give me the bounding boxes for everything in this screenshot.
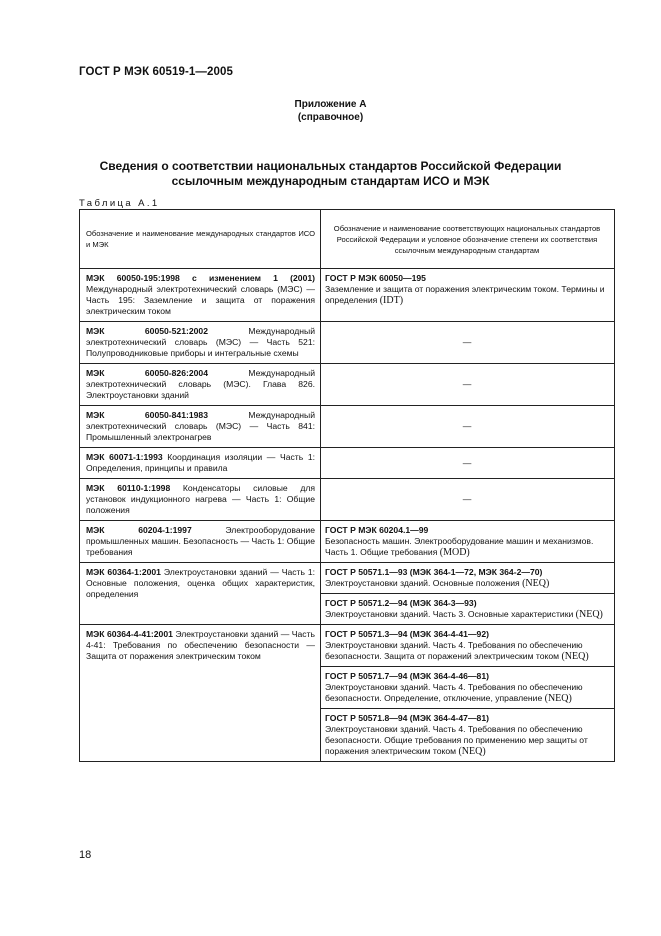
- degree-of-correspondence: (MOD): [439, 547, 470, 558]
- national-standard-code: ГОСТ Р МЭК 60204.1—99: [325, 525, 429, 535]
- no-national-standard: —: [321, 322, 615, 364]
- national-standard-code: ГОСТ Р 50571.7—94 (МЭК 364-4-46—81): [325, 671, 489, 681]
- table-header-row: [80, 210, 615, 269]
- national-standard-cell: [321, 594, 615, 625]
- national-standard-title: Безопасность машин. Электрооборудование машин и механизмов. Часть 1. Общие требования: [325, 536, 594, 557]
- intl-standard-code: МЭК 60050-841:1983: [86, 410, 208, 420]
- intl-standard-title: Международный электротехнический словарь (МЭС) — Часть 195: Заземление и защита от поражения электрическим током: [86, 284, 315, 316]
- national-standard-cell: [321, 521, 615, 563]
- intl-standard-code: МЭК 60050-826:2004: [86, 368, 208, 378]
- national-standard-cell: [321, 667, 615, 709]
- national-standard-title: Электроустановки зданий. Часть 4. Требования по обеспечению безопасности. Защита от поражений электрическим током: [325, 640, 583, 661]
- intl-standard-code: МЭК 60204-1:1997: [86, 525, 192, 535]
- intl-standard-code: МЭК 60364-4-41:2001: [86, 629, 173, 639]
- national-standard-title: Заземление и защита от поражения электрическим током. Термины и определения: [325, 284, 605, 305]
- intl-standard-title: Международный электротехнический словарь (МЭС) — Часть 841: Промышленный электронагрев: [86, 410, 315, 442]
- intl-standard-cell: [80, 625, 321, 762]
- national-standard-cell: [321, 563, 615, 594]
- intl-standard-code: МЭК 60050-195:1998 с изменением 1 (2001): [86, 273, 315, 283]
- table-row: [80, 479, 615, 521]
- national-standard-code: ГОСТ Р 50571.1—93 (МЭК 364-1—72, МЭК 364-2—70): [325, 567, 543, 577]
- table-row: [80, 322, 615, 364]
- annex-title: Приложение А: [294, 99, 367, 110]
- intl-standard-title: Координация изоляции — Часть 1: Определения, принципы и правила: [86, 452, 315, 473]
- national-standard-cell: [321, 709, 615, 762]
- table-row: [80, 521, 615, 563]
- degree-of-correspondence: (NEQ): [522, 578, 550, 589]
- intl-standard-cell: [80, 269, 321, 322]
- national-standard-title: Электроустановки зданий. Часть 4. Требования по обеспечению безопасности. Определение, отключение, управление: [325, 682, 583, 703]
- table-row: [80, 269, 615, 322]
- table-row: [80, 448, 615, 479]
- intl-standard-title: Электрооборудование промышленных машин. Безопасность — Часть 1: Общие требования: [86, 525, 315, 557]
- degree-of-correspondence: (NEQ): [561, 651, 589, 662]
- degree-of-correspondence: (IDT): [379, 295, 404, 306]
- intl-standard-cell: [80, 563, 321, 625]
- national-standard-title: Электроустановки зданий. Часть 3. Основные характеристики: [325, 609, 574, 619]
- national-standard-title: Электроустановки зданий. Часть 4. Требования по обеспечению безопасности. Общие требования по применению мер защиты от поражения электрическим током: [325, 724, 588, 756]
- no-national-standard: —: [321, 479, 615, 521]
- intl-standard-title: Международный электротехнический словарь (МЭС). Глава 826. Электроустановки зданий: [86, 368, 315, 400]
- intl-standard-code: МЭК 60110-1:1998: [86, 483, 171, 493]
- section-title-line1: Сведения о соответствии национальных стандартов Российской Федерации: [99, 159, 562, 173]
- intl-standard-code: МЭК 60364-1:2001: [86, 567, 161, 577]
- intl-standard-cell: [80, 406, 321, 448]
- page-number: 18: [79, 849, 92, 861]
- table-row: [80, 563, 615, 594]
- table-caption: Таблица А.1: [79, 198, 160, 209]
- no-national-standard: —: [321, 448, 615, 479]
- section-title: [0, 159, 661, 189]
- intl-standard-cell: [80, 448, 321, 479]
- intl-standard-title: Международный электротехнический словарь (МЭС) — Часть 521: Полупроводниковые приборы и интегральные схемы: [86, 326, 315, 358]
- intl-standard-cell: [80, 521, 321, 563]
- table-row: [80, 364, 615, 406]
- col2-header: Обозначение и наименование соответствующих национальных стандартов Российской Федерации и условное обозначение степени их соответствия ссылочным международным стандартам: [321, 210, 615, 269]
- degree-of-correspondence: (NEQ): [544, 693, 572, 704]
- national-standard-code: ГОСТ Р 50571.3—94 (МЭК 364-4-41—92): [325, 629, 489, 639]
- section-title-line2: ссылочным международным стандартам ИСО и МЭК: [171, 174, 490, 188]
- annex-note: (справочное): [297, 112, 364, 123]
- national-standard-cell: [321, 625, 615, 667]
- intl-standard-title: Электроустановки зданий — Часть 4-41: Требования по обеспечению безопасности — Защита от поражения электрическим током: [86, 629, 315, 661]
- intl-standard-cell: [80, 322, 321, 364]
- national-standard-title: Электроустановки зданий. Основные положения: [325, 578, 520, 588]
- degree-of-correspondence: (NEQ): [575, 609, 603, 620]
- annex-heading: [0, 98, 661, 124]
- intl-standard-code: МЭК 60050-521:2002: [86, 326, 208, 336]
- national-standard-code: ГОСТ Р МЭК 60050—195: [325, 273, 426, 283]
- national-standard-code: ГОСТ Р 50571.2—94 (МЭК 364-3—93): [325, 598, 477, 608]
- intl-standard-title: Конденсаторы силовые для установок индукционного нагрева — Часть 1: Общие положения: [86, 483, 316, 515]
- no-national-standard: —: [321, 364, 615, 406]
- col1-header: Обозначение и наименование международных стандартов ИСО и МЭК: [80, 210, 321, 269]
- no-national-standard: —: [321, 406, 615, 448]
- document-code: ГОСТ Р МЭК 60519-1—2005: [79, 66, 233, 78]
- degree-of-correspondence: (NEQ): [458, 746, 486, 757]
- intl-standard-cell: [80, 364, 321, 406]
- intl-standard-cell: [80, 479, 321, 521]
- table-row: [80, 406, 615, 448]
- intl-standard-code: МЭК 60071-1:1993: [86, 452, 163, 462]
- national-standard-cell: [321, 269, 615, 322]
- national-standard-code: ГОСТ Р 50571.8—94 (МЭК 364-4-47—81): [325, 713, 489, 723]
- table-row: [80, 625, 615, 667]
- intl-standard-title: Электроустановки зданий — Часть 1: Основные положения, оценка общих характеристик, определения: [86, 567, 315, 599]
- correspondence-table: [79, 209, 615, 762]
